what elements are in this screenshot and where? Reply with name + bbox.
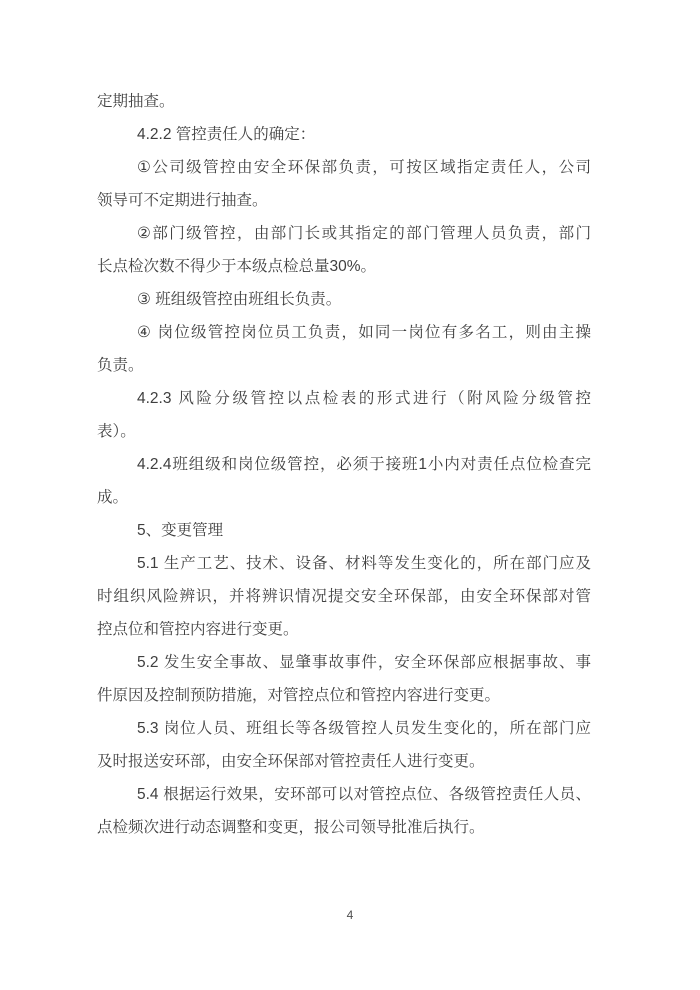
- text-line: 成。: [97, 489, 129, 506]
- text-line: 控点位和管控内容进行变更。: [97, 621, 299, 638]
- text-line: 负责。: [97, 357, 144, 374]
- text-line: 5.2 发生安全事故、显肇事故事件，安全环保部应根据事故、事: [137, 654, 591, 671]
- text-line: ③ 班组级管控由班组长负责。: [137, 291, 342, 308]
- text-line: 定期抽查。: [97, 93, 175, 110]
- text-line: 5.1 生产工艺、技术、设备、材料等发生变化的，所在部门应及: [137, 555, 591, 572]
- text-line: 点检频次进行动态调整和变更，报公司领导批准后执行。: [97, 819, 485, 836]
- text-line: ④ 岗位级管控岗位员工负责，如同一岗位有多名工，则由主操: [137, 324, 591, 341]
- text-line: ②部门级管控，由部门长或其指定的部门管理人员负责，部门: [137, 225, 591, 242]
- text-line: 5.4 根据运行效果，安环部可以对管控点位、各级管控责任人员、: [137, 786, 591, 803]
- text-line: 5.3 岗位人员、班组长等各级管控人员发生变化的，所在部门应: [137, 720, 591, 737]
- text-line: 长点检次数不得少于本级点检总量30%。: [97, 258, 377, 275]
- text-line: 4.2.2 管控责任人的确定：: [137, 126, 316, 143]
- text-line: 领导可不定期进行抽查。: [97, 192, 268, 209]
- text-line: 时组织风险辨识，并将辨识情况提交安全环保部，由安全环保部对管: [97, 588, 591, 605]
- text-line: ①公司级管控由安全环保部负责，可按区域指定责任人，公司: [137, 159, 591, 176]
- page-number: 4: [346, 908, 354, 922]
- text-line: 件原因及控制预防措施，对管控点位和管控内容进行变更。: [97, 687, 501, 704]
- text-line: 5、变更管理: [137, 522, 224, 539]
- text-line: 及时报送安环部，由安全环保部对管控责任人进行变更。: [97, 753, 485, 770]
- text-line: 表）。: [97, 423, 136, 440]
- document-body-text: [97, 85, 591, 844]
- text-line: 4.2.3 风险分级管控以点检表的形式进行（附风险分级管控: [137, 390, 591, 407]
- text-line: 4.2.4班组级和岗位级管控，必须于接班1小内对责任点位检查完: [137, 456, 591, 473]
